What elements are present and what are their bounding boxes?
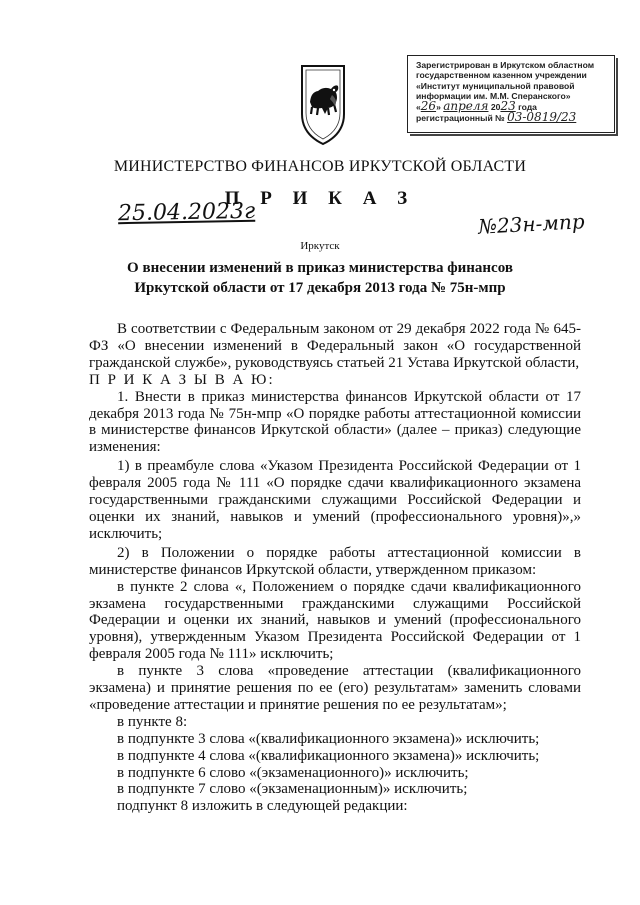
paragraph-point-8: в пункте 8: [117,713,188,730]
stamp-date-line: «26» апреля 2023 года [416,99,537,114]
paragraph-subpoint-3: в подпункте 3 слова «(квалификационного экзамена)» исключить; [117,730,540,747]
stamp-year-prefix: 20 [490,102,501,113]
stamp-month: апреля [443,99,489,114]
stamp-line: Зарегистрирован в Иркутском областном [416,60,595,70]
city-label: Иркутск [300,240,340,252]
stamp-line: «Институт муниципальной правовой [416,80,575,91]
stamp-line: государственном казенном учреждении [416,70,587,81]
stamp-reg-line [416,112,609,123]
ministry-heading: МИНИСТЕРСТВО ФИНАНСОВ ИРКУТСКОЙ ОБЛАСТИ [113,158,527,175]
paragraph-subpoint-4: в подпункте 4 слова «(квалификационного экзамена)» исключить; [117,747,540,764]
document-type: П Р И К А З [224,188,416,209]
stamp-day: 26 [420,99,437,114]
stamp-line: информации им. М.М. Сперанского» [416,90,571,101]
stamp-reg-number: 03-0819/23 [507,110,577,125]
paragraph-subpoint-8: подпункт 8 изложить в следующей редакции: [117,798,408,815]
stamp-year-word: года [518,102,537,113]
stamp-year-suffix: 23 [500,99,516,114]
paragraph-point-2: в пункте 2 слова «, Положением о порядке сдачи квалификационного экзамена государственными гражданскими служащими Российской Федерации и оценки их знаний, навыков и умений (профессионального уровня), утвержденным Указом Президента Российской Федерации от 1 февраля 2005 года № 111» исключить; [89,578,581,663]
paragraph-point-3: в пункте 3 слова «проведение аттестации (квалификационного экзамена) и принятие решения по ее (его) результатам» заменить словами «проведение аттестации и принятие решения по ее результатам»; [89,663,581,713]
handwritten-date: 25.04.2023г [117,198,256,227]
registration-stamp [407,55,615,133]
handwritten-number: №23н-мпр [477,209,586,239]
paragraph-subpoint-6: в подпункте 6 слово «(экзаменационного)» исключить; [117,764,469,781]
paragraph-subitem-2: 2) в Положении о порядке работы аттестационной комиссии в министерстве финансов Иркутской области, утвержденном приказом: [89,544,581,578]
paragraph-preamble: В соответствии с Федеральным законом от 29 декабря 2022 года № 645-ФЗ «О внесении изменений в Федеральный закон «О государственной гражданской службе», руководствуясь статьей 21 Устава Иркутской области, [89,321,581,371]
document-title: О внесении изменений в приказ министерства финансов Иркутской области от 17 декабря 2013 года № 75н-мпр [127,260,513,296]
paragraph-subpoint-7: в подпункте 7 слово «(экзаменационным)» исключить; [117,781,468,798]
coat-of-arms-emblem [298,62,348,147]
paragraph-item-1: 1. Внести в приказ министерства финансов Иркутской области от 17 декабря 2013 года № 75н-мпр «О порядке работы аттестационной комиссии в министерстве финансов Иркутской области» (далее – приказ) следующие изменения: [89,388,581,456]
order-word: П Р И К А З Ы В А Ю: [89,371,275,388]
stamp-reg-label: регистрационный № [416,113,505,124]
paragraph-subitem-1: 1) в преамбуле слова «Указом Президента Российской Федерации от 1 февраля 2005 года № 111 «О порядке сдачи квалификационного экзамена государственными гражданскими служащими Российской Федерации и оценки их знаний, навыков и умений (профессионального уровня)»,» исключить; [89,458,581,542]
document-body [89,321,581,815]
